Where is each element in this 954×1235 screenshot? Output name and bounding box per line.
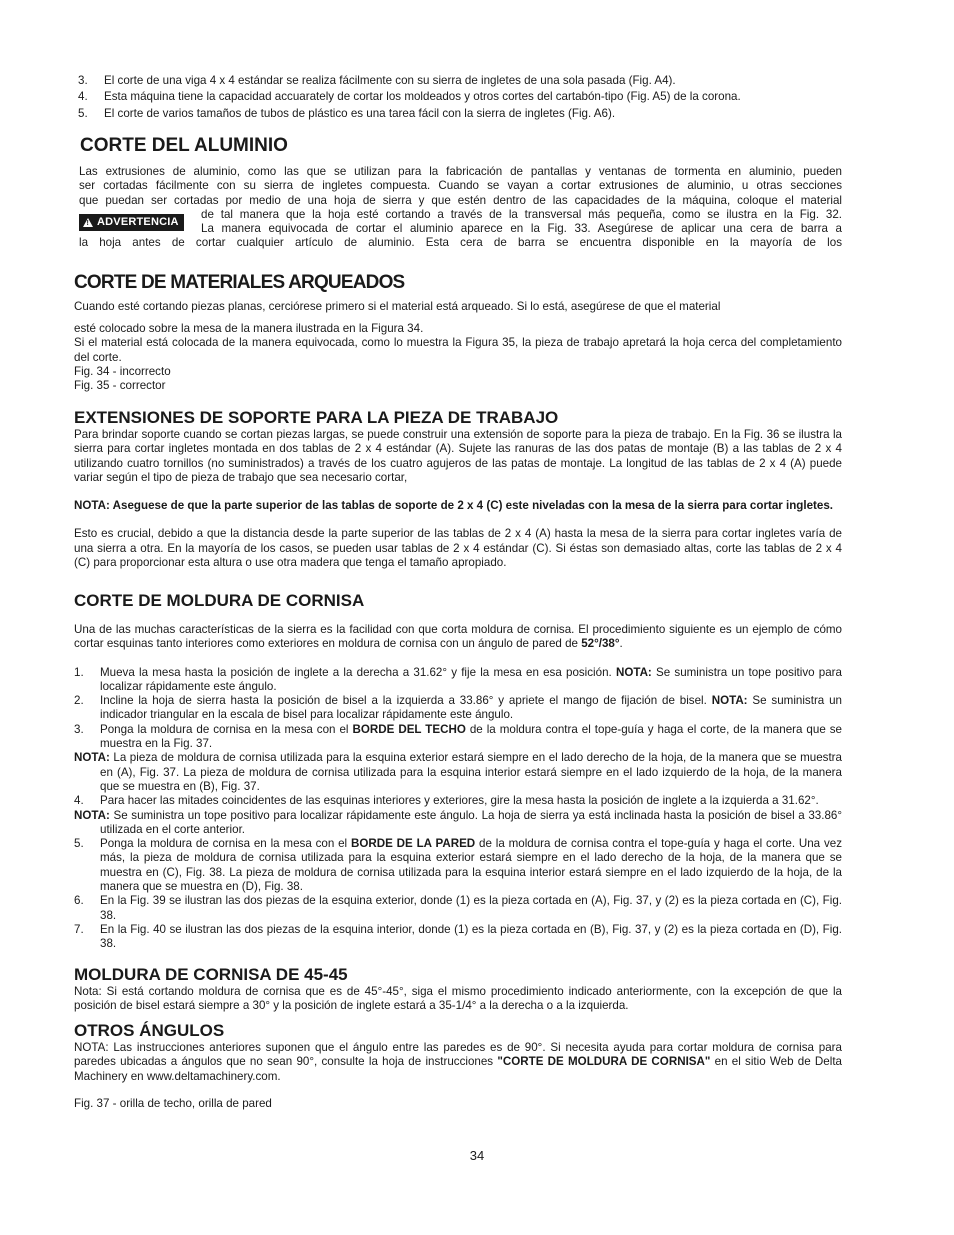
nota-item: NOTA: Se suministra un tope positivo para localizar rápidamente este ángulo. La hoja de sierra ya está inclinada hasta la posición de bisel a 33.86° utilizada en el corte anterior. [74,808,842,836]
list-item: 2. Incline la hoja de sierra hasta la posición de bisel a la izquierda a 33.86° y apriete el mango de fijación de bisel. NOTA: Se suministra un indicador triangular en la escala de bisel para localizar rápidamente este ángulo. [74,694,842,722]
list-item: 4. Esta máquina tiene la capacidad accuarately de cortar los moldeados y otros cortes del cartabón-tipo (Fig. A5) de la corona. [78,90,741,104]
aluminio-paragraph: Las extrusiones de aluminio, como las que se utilizan para la fabricación de pantallas y ventanas de tormenta en aluminio, pueden ser cortadas fácilmente con su sierra de ingletes compuesta. Cuando se vayan a cortar extrusiones de aluminio, u otras secciones que puedan ser cortadas por medio de una hoja de sierra y que estén dentro de las capacidades de la máquina, coloque el material ! ADVERTENCIA de tal manera que la hoja esté cortando a través de la transversal más pequeña, como se ilustra en la Fig. 32. La manera equivocada de cortar el aluminio aparece en la Fig. 33. Asegúrese de aplicar una cera de barra a la hoja antes de cortar cualquier artículo de aluminio. Esta cera de barra se encuentra disponible en la mayoría de los [79,165,842,250]
warning-badge: ! ADVERTENCIA [79,214,184,231]
section-title-otros-angulos: OTROS ÁNGULOS [74,1021,225,1040]
cornisa-body: Una de las muchas características de la sierra es la facilidad con que corta moldura de cornisa. El procedimiento siguiente es un ejemplo de cómo cortar esquinas tanto interiores como exteriores en moldura de cornisa con un ángulo de pared de 52°/38°. 1. Mueva la mesa hasta la posición de inglete a la derecha a 31.62° y fije la mesa en esa posición. NOTA: Se suministra un tope positivo para localizar rápidamente este ángulo. 2. Incline la hoja de sierra hasta la posición de bisel a la izquierda a 33.86° y apriete el mango de fijación de bisel. NOTA: Se suministra un indicador triangular en la escala de bisel para localizar rápidamente este ángulo. 3. Ponga la moldura de cornisa en la mesa con el BORDE DEL TECHO de la moldura contra el tope-guía y haga el corte, de la manera que se muestra en la Fig. 37. NOTA: La pieza de moldura de cornisa utilizada para la esquina exterior estará siempre en el lado derecho de la hoja, de la manera que se muestra en (A), Fig. 37. La pieza de moldura de cornisa utilizada para la esquina interior estará siempre en el lado izquierdo de la hoja, de la manera que se muestra en (B), Fig. 37. 4. Para hacer las mitades coincidentes de las esquinas interiores y exteriores, gire la mesa hasta la posición de inglete a la izquierda a 31.62°. NOTA: Se suministra un tope positivo para localizar rápidamente este ángulo. La hoja de sierra ya está inclinada hasta la posición de bisel a 33.86° utilizada en el corte anterior. 5. Ponga la moldura de cornisa en la mesa con el BORDE DE LA PARED de la moldura de cornisa contra el tope-guía y haga el corte. Una vez más, la pieza de moldura de cornisa utilizada para la esquina exterior estará siempre en el lado derecho de la hoja, de la manera que se muestra en (C), Fig. 38. La pieza de moldura de cornisa utilizada para la esquina interior estará siempre en el lado izquierdo de la hoja, de la manera que se muestra en (D), Fig. 38. 6. En la Fig. 39 se ilustran las dos piezas de la esquina exterior, donde (1) es la pieza cortada en (A), Fig. 37, y (2) es la pieza cortada en (C), Fig. 38. 7. En la Fig. 40 se ilustran las dos piezas de la esquina interior, donde (1) es la pieza cortada en (B), Fig. 37, y (2) es la pieza cortada en (D), Fig. 38. [74,623,843,951]
section-title-extensiones: EXTENSIONES DE SOPORTE PARA LA PIEZA DE TRABAJO [74,408,559,427]
arqueados-paragraph-1: Cuando esté cortando piezas planas, cerciórese primero si el material está arqueado. Si lo está, asegúrese de que el material [74,300,721,313]
list-item: 3. Ponga la moldura de cornisa en la mesa con el BORDE DEL TECHO de la moldura contra el tope-guía y haga el corte, de la manera que se muestra en la Fig. 37. [74,722,842,751]
figure-caption: Fig. 35 - corrector [74,379,166,393]
list-item: 3. El corte de una viga 4 x 4 estándar se realiza fácilmente con su sierra de ingletes de una sola pasada (Fig. A4). [78,74,676,87]
otros-angulos-text: NOTA: Las instrucciones anteriores suponen que el ángulo entre las paredes es de 90°. Si necesita ayuda para cortar moldura de cornisa para paredes ubicadas a ángulos que no sean 90°, consulte la hoja de instrucciones "CORTE DE MOLDURA DE CORNISA" en el sitio Web de Delta Machinery en www.deltamachinery.com. [74,1041,842,1083]
section-title-moldura-45-45: MOLDURA DE CORNISA DE 45-45 [74,965,348,984]
figure-caption: Fig. 34 - incorrecto [74,364,171,378]
warning-triangle-icon: ! [83,218,93,227]
list-item: 4. Para hacer las mitades coincidentes de las esquinas interiores y exteriores, gire la mesa hasta la posición de inglete a la izquierda a 31.62°. [74,794,819,808]
list-item: 5. Ponga la moldura de cornisa en la mesa con el BORDE DE LA PARED de la moldura de cornisa contra el tope-guía y haga el corte. Una vez más, la pieza de moldura de cornisa utilizada para la esquina exterior estará siempre en el lado derecho de la hoja, de la manera que se muestra en (C), Fig. 38. La pieza de moldura de cornisa utilizada para la esquina interior estará siempre en el lado izquierdo de la hoja, de la manera que se muestra en (D), Fig. 38. [74,837,843,894]
list-item: 7. En la Fig. 40 se ilustran las dos piezas de la esquina interior, donde (1) es la pieza cortada en (B), Fig. 37, y (2) es la pieza cortada en (D), Fig. 38. [74,922,842,951]
intro-list [78,74,842,121]
section-title-cornisa: CORTE DE MOLDURA DE CORNISA [74,591,365,610]
moldura-45-45-text: Nota: Si está cortando moldura de cornisa que es de 45°-45°, siga el mismo procedimiento indicado anteriormente, con la excepción de que la posición de bisel estará siempre a 30° y la posición de inglete estará a 35-1/4° a la derecha o a la izquierda. [74,985,842,1013]
figure-caption: Fig. 37 - orilla de techo, orilla de pared [74,1097,272,1110]
page-number: 34 [469,1148,485,1163]
nota-bold: NOTA: Aseguese de que la parte superior de las tablas de soporte de 2 x 4 (C) este niveladas con la mesa de la sierra para cortar ingletes. [74,499,834,513]
arqueados-body: esté colocado sobre la mesa de la manera ilustrada en la Figura 34. Si el material está colocada de la manera equivocada, como lo muestra la Figura 35, la pieza de trabajo apretará la hoja cerca del completamiento del corte. Fig. 34 - incorrecto Fig. 35 - corrector [74,322,842,393]
nota-item: NOTA: La pieza de moldura de cornisa utilizada para la esquina exterior estará siempre en el lado derecho de la hoja, de la manera que se muestra en (A), Fig. 37. La pieza de moldura de cornisa utilizada para la esquina interior estará siempre en el lado izquierdo de la hoja, de la manera que se muestra en (B), Fig. 37. [74,751,842,793]
list-item: 1. Mueva la mesa hasta la posición de inglete a la derecha a 31.62° y fije la mesa en esa posición. NOTA: Se suministra un tope positivo para localizar rápidamente este ángulo. [74,665,842,693]
list-item: 5. El corte de varios tamaños de tubos de plástico es una tarea fácil con la sierra de ingletes (Fig. A6). [78,106,616,120]
section-title-aluminio: CORTE DEL ALUMINIO [80,135,288,156]
extensiones-body: Para brindar soporte cuando se cortan piezas largas, se puede construir una extensión de soporte para la pieza de trabajo. En la Fig. 36 se ilustra la sierra para cortar ingletes montada en dos tablas de 2 x 4 estándar (A). Sujete las ranuras de las dos patas de montaje (B) a las tablas de 2 x 4 utilizando cuatro tornillos (no suministrados) a través de los cuatro agujeros de las patas de montaje. La longitud de las tablas de 2 x 4 (A) puede variar según el tipo de pieza de trabajo que sea necesario cortar, NOTA: Aseguese de que la parte superior de las tablas de soporte de 2 x 4 (C) este niveladas con la mesa de la sierra para cortar ingletes. Esto es crucial, debido a que la distancia desde la parte superior de las tablas de 2 x 4 (A) hasta la mesa de la sierra para cortar ingletes varía de una sierra a otra. En la mayoría de los casos, se pueden usar tablas de 2 x 4 estándar (C). Si éstas son demasiado altas, corte las tablas de 2 x 4 (C) para proporcionar esta altura o use otra madera que tenga el tamaño apropiado. [74,428,842,570]
list-item: 6. En la Fig. 39 se ilustran las dos piezas de la esquina exterior, donde (1) es la pieza cortada en (A), Fig. 37, y (2) es la pieza cortada en (C), Fig. 38. [74,894,842,922]
section-title-arqueados: CORTE DE MATERIALES ARQUEADOS [74,272,405,293]
